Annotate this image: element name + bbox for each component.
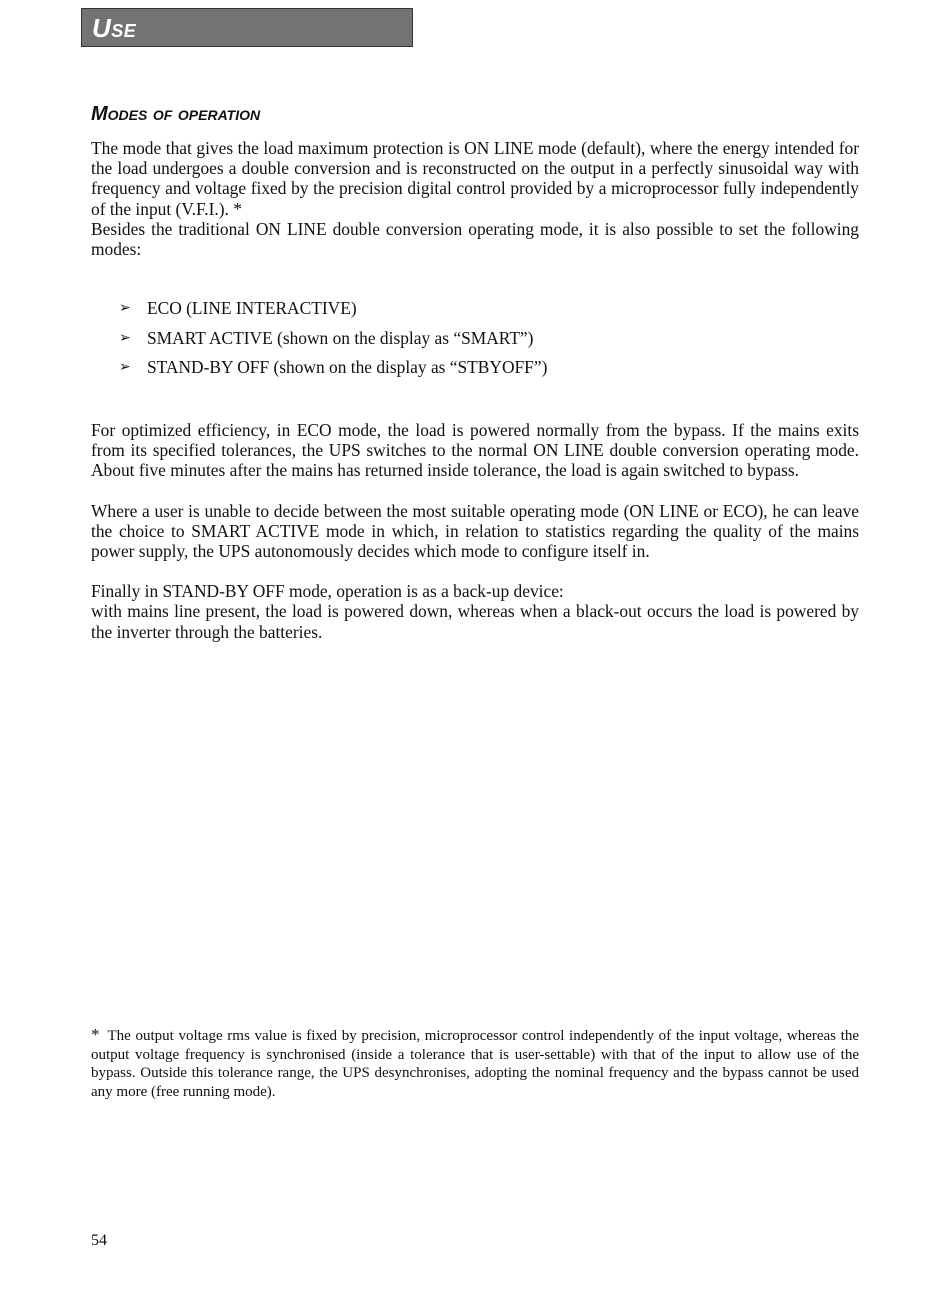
- section-banner-title: Use: [92, 13, 137, 43]
- section-banner: [81, 8, 413, 47]
- mode-label: STAND-BY OFF (shown on the display as “STBYOFF”): [147, 357, 548, 377]
- intro-block: [91, 138, 859, 259]
- arrow-bullet-icon: ➢: [119, 329, 131, 346]
- footnote-marker: *: [91, 1025, 100, 1044]
- paragraph-gap: [91, 481, 859, 501]
- paragraph-gap: [91, 561, 859, 581]
- mode-label: SMART ACTIVE (shown on the display as “SMART”): [147, 327, 534, 348]
- arrow-bullet-icon: ➢: [119, 300, 131, 316]
- list-item: [119, 298, 547, 318]
- list-item: [119, 328, 547, 348]
- besides-paragraph: Besides the traditional ON LINE double conversion operating mode, it is also possible to set the following modes:: [91, 218, 859, 260]
- intro-paragraph: The mode that gives the load maximum protection is ON LINE mode (default), where the energy intended for the load undergoes a double conversion and is reconstructed on the output in a perfectly sinusoidal way with frequency and voltage fixed by the precision digital control provided by a microprocessor fully independently of the input (V.F.I.). *: [91, 138, 859, 219]
- page-number: 54: [91, 1232, 107, 1249]
- standby-line-2: with mains line present, the load is powered down, whereas when a black-out occurs the load is powered by the inverter through the batteries.: [91, 601, 859, 642]
- smart-paragraph: Where a user is unable to decide between the most suitable operating mode (ON LINE or ECO), he can leave the choice to SMART ACTIVE mode in which, in relation to statistics regarding the quality of the mains power supply, the UPS autonomously decides which mode to configure itself in.: [91, 500, 859, 562]
- list-item: [119, 357, 547, 377]
- mode-label: ECO (LINE INTERACTIVE): [147, 298, 357, 318]
- standby-line-1: Finally in STAND-BY OFF mode, operation is as a back-up device:: [91, 581, 564, 602]
- arrow-bullet-icon: ➢: [119, 359, 131, 375]
- section-heading: Modes of operation: [91, 103, 261, 125]
- body-block: [91, 420, 859, 642]
- eco-paragraph: For optimized efficiency, in ECO mode, the load is powered normally from the bypass. If the mains exits from its specified tolerances, the UPS switches to the normal ON LINE double conversion operating mode. About five minutes after the mains has returned inside tolerance, the load is again switched to bypass.: [91, 420, 859, 481]
- footnote: [91, 1026, 859, 1101]
- footnote-text: The output voltage rms value is fixed by precision, microprocessor control independently of the input voltage, whereas the output voltage frequency is synchronised (inside a tolerance that is user-settable) with that of the input to allow use of the bypass. Outside this tolerance range, the UPS desynchronises, adopting the nominal frequency and the bypass cannot be used any more (free running mode).: [91, 1028, 859, 1100]
- modes-list: [119, 298, 547, 387]
